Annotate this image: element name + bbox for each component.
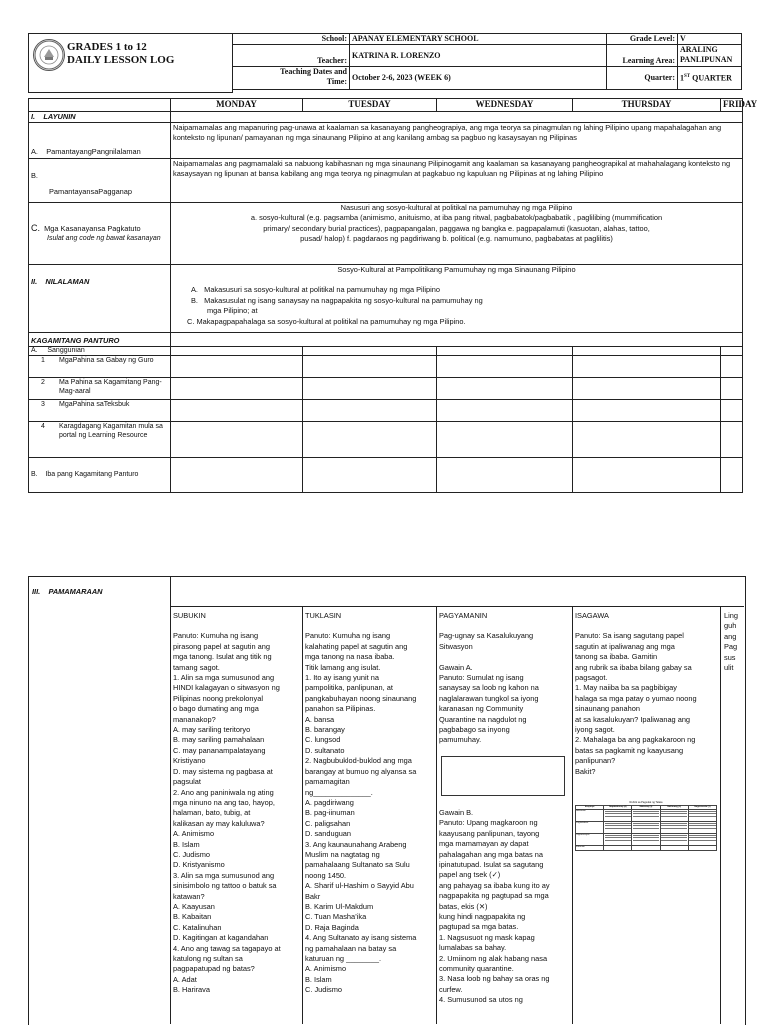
subukin-line: mga ninuno na ang tao, hayop,: [173, 797, 275, 807]
school-value: APANAY ELEMENTARY SCHOOL: [350, 34, 607, 45]
rubric-cell: [688, 834, 716, 846]
subukin-line: pagsulat: [173, 777, 201, 787]
rubric-header-cell: Mahusay (3): [632, 806, 660, 810]
gawain-b-line: nagpapakita ng pagtupad sa mga: [439, 891, 549, 901]
subukin-line: halaman, bato, tubig, at: [173, 808, 251, 818]
area-label: Learning Area:: [607, 45, 678, 67]
friday-line: sus: [724, 652, 736, 662]
rubric-header-cell: Napakahusay (4): [604, 806, 632, 810]
tuklasin-line: D. sultanato: [305, 745, 345, 755]
tuklasin-line: C. lungsod: [305, 735, 341, 745]
subukin-line: A. Adat: [173, 974, 197, 984]
subukin-line: mga tanong. Isulat ang titik ng: [173, 652, 272, 662]
gawain-b-content: [439, 808, 571, 1006]
isagawa-line: ang rubrik sa ibaba bilang gabay sa: [575, 662, 692, 672]
tuklasin-line: panahon sa Pilipinas.: [305, 704, 376, 714]
rubric-cell: [604, 834, 632, 846]
gawain-a-line: pagbabago sa inyong: [439, 725, 510, 735]
isagawa-line: Bakit?: [575, 766, 596, 776]
subukin-line: pirasong papel at sagutin ang: [173, 641, 270, 651]
teksbuk-row: 3 MgaPahina saTeksbuk: [29, 400, 171, 422]
tuklasin-line: B. pag-iinuman: [305, 808, 355, 818]
logo-title-line2: DAILY LESSON LOG: [67, 54, 175, 66]
days-header-row: [29, 99, 743, 112]
rubric-row: [576, 810, 717, 822]
gawain-b-line: kaayusang panlipunan, tayong: [439, 828, 540, 838]
day-wednesday: WEDNESDAY: [437, 99, 573, 112]
subukin-line: C. Judismo: [173, 849, 210, 859]
rubric-cell: [604, 810, 632, 822]
rubric-cell: [604, 846, 632, 851]
subukin-line: A. may sariling teritoryo: [173, 725, 251, 735]
gawain-a-line: Gawain A.: [439, 662, 473, 672]
subukin-line: B. Kabaitan: [173, 912, 212, 922]
tuklasin-line: B. barangay: [305, 725, 345, 735]
tuklasin-line: A. Animismo: [305, 964, 347, 974]
gawain-b-line: kung hindi nagpapakita ng: [439, 911, 526, 921]
gawain-a-line: pamumuhay.: [439, 735, 482, 745]
rubric-criterion: Organisasyon: [576, 834, 604, 846]
gawain-b-line: Panuto: Upang magkaroon ng: [439, 818, 538, 828]
logo-block: [28, 33, 233, 93]
subukin-line: sinisimbolo ng tattoo o batuk sa: [173, 881, 277, 891]
subukin-line: kalikasan ay may kaluluwa?: [173, 818, 265, 828]
friday-line: guh: [724, 621, 737, 631]
tuklasin-line: A. Sharif ul-Hashim o Sayyid Abu: [305, 881, 414, 891]
gawain-b-line: mga mamamayan ay dapat: [439, 839, 529, 849]
subukin-line: B. Harirava: [173, 985, 210, 995]
pagyamanin-heading: PAGYAMANIN: [439, 611, 488, 620]
tuklasin-line: Panuto: Kumuha ng isang: [305, 631, 391, 641]
subukin-line: mananakop?: [173, 714, 216, 724]
rubric-row: [576, 834, 717, 846]
friday-line: ang: [724, 631, 737, 641]
subukin-line: tamang sagot.: [173, 662, 220, 672]
isagawa-line: sinaunang panahon: [575, 704, 640, 714]
tuklasin-line: ng pamahalaan na batay sa: [305, 943, 397, 953]
gawain-b-line: 2. Umiinom ng alak habang nasa: [439, 953, 548, 963]
rubric-criterion: Nilalaman: [576, 810, 604, 822]
tuklasin-line: pampolitika, panlipunan, at: [305, 683, 393, 693]
gawain-a-line: Panuto: Sumulat ng isang: [439, 673, 524, 683]
gawain-b-line: lumalabas sa bahay.: [439, 943, 507, 953]
rubric-header-cell: Nagsisimula (1): [688, 806, 716, 810]
school-label: School:: [233, 34, 350, 45]
gawain-b-line: pahalagahan ang mga batas na: [439, 849, 543, 859]
rubric-criterion: Pagkakabuo: [576, 822, 604, 834]
subukin-heading: SUBUKIN: [173, 611, 206, 620]
gawain-a-line: naglalarawan tungkol sa iyong: [439, 693, 539, 703]
gabay-ng-guro-row: 1 MgaPahina sa Gabay ng Guro: [29, 356, 171, 378]
rubric-cell: [632, 810, 660, 822]
kagamitan-heading: KAGAMITANG PANTURO: [29, 333, 171, 347]
subukin-line: D. may sistema ng pagbasa at: [173, 766, 273, 776]
tuklasin-line: mga tanong na nasa ibaba.: [305, 652, 395, 662]
isagawa-heading: ISAGAWA: [575, 611, 609, 620]
subukin-line: Panuto: Kumuha ng isang: [173, 631, 259, 641]
tuklasin-line: A. pagdiriwang: [305, 797, 354, 807]
gawain-a-line: Sitwasyon: [439, 641, 473, 651]
rubric-cell: [660, 822, 688, 834]
tuklasin-heading: TUKLASIN: [305, 611, 342, 620]
tuklasin-line: Muslim na nagtatag ng: [305, 849, 380, 859]
gawain-a-content: [439, 631, 571, 745]
subukin-line: pagpapatupad ng batas?: [173, 964, 255, 974]
subukin-line: D. Kagitingan at kagandahan: [173, 933, 269, 943]
rubric-table: [575, 805, 717, 851]
rubric-title: Rubrik sa Pagsulat ng Talata: [629, 801, 663, 805]
lesson-log-table: [28, 98, 758, 493]
teacher-value: KATRINA R. LORENZO: [350, 45, 607, 67]
tuklasin-line: ng______________.: [305, 787, 373, 797]
subukin-line: A. Animismo: [173, 829, 215, 839]
isagawa-line: Panuto: Sa isang sagutang papel: [575, 631, 684, 641]
gawain-b-line: pagtupad sa mga batas.: [439, 922, 519, 932]
logo-title-line1: GRADES 1 to 12: [67, 41, 147, 53]
iba-pang-kagamitan-label: B. Iba pang Kagamitang Panturo: [29, 458, 171, 493]
subukin-line: 1. Alin sa mga sumusunod ang: [173, 673, 275, 683]
subukin-line: katawan?: [173, 891, 205, 901]
isagawa-content: [575, 631, 719, 777]
rubric-cell: [604, 822, 632, 834]
subukin-line: D. Kristyanismo: [173, 860, 225, 870]
area-value: ARALING PANLIPUNAN: [678, 45, 742, 67]
pagyamanin-column: [439, 611, 571, 1006]
tuklasin-line: 1. Ito ay isang yunit na: [305, 673, 379, 683]
subukin-line: o bago dumating ang mga: [173, 704, 259, 714]
friday-line: Pag: [724, 642, 738, 652]
tuklasin-line: 3. Ang kaunaunahang Arabeng: [305, 839, 407, 849]
rubric-cell: [632, 822, 660, 834]
subukin-line: HINDI kalagayan o sitwasyon ng: [173, 683, 280, 693]
gawain-a-line: Pag-ugnay sa Kasalukuyang: [439, 631, 534, 641]
rubric-header-cell: Kraytirya: [576, 806, 604, 810]
tuklasin-line: pamahalaang Sultanato sa Sulu: [305, 860, 410, 870]
pamamaraan-heading: III. PAMAMARAAN: [32, 587, 103, 596]
subukin-line: C. may pananampalatayang: [173, 745, 266, 755]
subukin-column: [173, 611, 301, 996]
grade-label: Grade Level:: [607, 34, 678, 45]
isagawa-line: pagsagot.: [575, 673, 608, 683]
tuklasin-line: C. paligsahan: [305, 818, 351, 828]
tuklasin-line: A. bansa: [305, 714, 335, 724]
pamantayang-pangnilalaman-text: Naipamamalas ang mapanuring pag-unawa at kaalaman sa kasanayang pangheograpiya, ang mga teorya sa pinagmulan ng lahing Pilipino upang mapahalagahan ang konteksto ng lipunan/ pamayanan ng mga sinaunang Pilipino at ang kanilang ambag sa pagbuo ng kasaysayan ng Pilipinas: [171, 123, 743, 159]
tuklasin-line: D. Raja Baginda: [305, 922, 359, 932]
layunin-heading: I. LAYUNIN: [29, 112, 171, 123]
rubric-criterion: Kabuuan: [576, 846, 604, 851]
rubric-cell: [688, 822, 716, 834]
subukin-content: [173, 631, 301, 995]
isagawa-line: 1. May naiiba ba sa pagbibigay: [575, 683, 677, 693]
tuklasin-content: [305, 631, 435, 995]
gawain-a-line: karanasan ng Community: [439, 704, 524, 714]
gawain-a-line: Quarantine na nagdulot ng: [439, 714, 527, 724]
subukin-line: C. Katalinuhan: [173, 922, 222, 932]
tuklasin-line: D. sanduguan: [305, 829, 352, 839]
friday-line: ulit: [724, 663, 734, 673]
tuklasin-line: 2. Nagbubuklod-buklod ang mga: [305, 756, 412, 766]
isagawa-line: halaga sa mga patay o yumao noong: [575, 693, 697, 703]
friday-line: Ling: [724, 611, 738, 620]
grade-value: V: [678, 34, 742, 45]
day-thursday: THURSDAY: [573, 99, 721, 112]
gawain-b-line: papel ang tsek (✓): [439, 870, 501, 880]
gawain-b-line: 3. Nasa loob ng bahay sa oras ng: [439, 974, 550, 984]
gawain-a-line: sanaysay sa loob ng kahon na: [439, 683, 539, 693]
kasanayan-label: C. Mga Kasanayansa Pagkatuto Isulat ang code ng bawat kasanayan: [29, 203, 171, 265]
isagawa-line: panlipunan?: [575, 756, 616, 766]
tuklasin-line: pangkabuhayan noong sinaunang: [305, 693, 417, 703]
rubric-header-cell: Nalilinang (2): [660, 806, 688, 810]
subukin-line: Kristiyano: [173, 756, 206, 766]
header-info-table: [232, 33, 742, 90]
gawain-a-line: [439, 652, 571, 662]
tuklasin-line: kalahating papel at sagutin ang: [305, 641, 408, 651]
tuklasin-line: noong 1450.: [305, 870, 347, 880]
nilalaman-text: Sosyo-Kultural at Pampolitikang Pamumuhay ng mga Sinaunang Pilipino A. Makasusuri sa sosyo-kultural at politikal na pamumuhay ng mga Pilipino B. Makasusulat ng isang sanaysay na nagpapakita ng sosyo-kultural na pamumuhay ng mga Pilipino; at C. Makapagpapahalaga sa sosyo-kultural at politikal na pamumuhay ng mga Pilipino.: [171, 265, 743, 333]
isagawa-line: iyong sagot.: [575, 725, 615, 735]
sanggunian-label: A. Sanggunian: [29, 347, 171, 356]
friday-column: [724, 611, 744, 673]
learning-resource-row: 4 Karagdagang Kagamitan mula sa portal ng Learning Resource: [29, 422, 171, 458]
tuklasin-column: [305, 611, 435, 996]
isagawa-line: batas sa pagkamit ng kaayusang: [575, 745, 684, 755]
rubric: [575, 801, 717, 851]
subukin-line: 2. Ano ang paniniwala ng ating: [173, 787, 274, 797]
kagamitang-pang-mag-aaral-row: 2 Ma Pahina sa Kagamitang Pang-Mag-aaral: [29, 378, 171, 400]
subukin-line: Pilipinas noong prekolonyal: [173, 693, 263, 703]
isagawa-line: tanong sa ibaba. Gamitin: [575, 652, 658, 662]
quarter-label: Quarter:: [607, 67, 678, 90]
tuklasin-line: barangay at bumuo ng alyansa sa: [305, 766, 417, 776]
quarter-value: 1ST QUARTER: [678, 67, 742, 90]
tuklasin-line: 4. Ang Sultanato ay isang sistema: [305, 933, 417, 943]
kasanayan-text: Nasusuri ang sosyo-kultural at politikal na pamumuhay ng mga Pilipino a. sosyo-kultural (e.g. pagsamba (animismo, anituismo, at iba pang ritwal, pagbabatok/pagbabatik , paglilibing (mummification primary/ secondary burial practices), pagpapangalan, paggawa ng bangka e. pagpapalamuti (kasuotan, alahas, tattoo, pusad/ halop) f. pagdaraos ng pagdiriwang b. political (e.g. namumuno, pagbabatas at paglilitis): [171, 203, 743, 265]
teacher-label: Teacher:: [233, 45, 350, 67]
subukin-line: 3. Alin sa mga sumusunod ang: [173, 870, 275, 880]
subukin-line: 4. Ano ang tawag sa tagapayo at: [173, 943, 281, 953]
gawain-b-line: ipinatutupad. Isulat sa sagutang: [439, 859, 544, 869]
pamantayan-sa-pagganap-label: B. PamantayansaPagganap: [29, 159, 171, 203]
pamantayang-pangnilalaman-label: A. PamantayangPangnilalaman: [29, 123, 171, 159]
pamamaraan-section: [28, 576, 746, 1036]
isagawa-column: [575, 611, 719, 851]
rubric-cell: [632, 846, 660, 851]
rubric-cell: [632, 834, 660, 846]
isagawa-line: at sa kasalukuyan? Ipaliwanag ang: [575, 714, 691, 724]
rubric-cell: [660, 810, 688, 822]
gawain-b-line: community quarantine.: [439, 963, 514, 973]
deped-seal-icon: [33, 39, 65, 71]
day-tuesday: TUESDAY: [303, 99, 437, 112]
gawain-b-line: curfew.: [439, 984, 463, 994]
tuklasin-line: C. Tuan Masha’ika: [305, 912, 367, 922]
dates-label: Teaching Dates and Time:: [233, 67, 350, 90]
gawain-b-line: 1. Nagsusuot ng mask kapag: [439, 932, 535, 942]
rubric-cell: [660, 846, 688, 851]
tuklasin-line: C. Judismo: [305, 985, 342, 995]
rubric-row: [576, 822, 717, 834]
day-monday: MONDAY: [171, 99, 303, 112]
subukin-line: B. may sariling pamahalaan: [173, 735, 265, 745]
tuklasin-line: B. Islam: [305, 974, 332, 984]
tuklasin-line: B. Karim Ul-Makdum: [305, 901, 374, 911]
dates-value: October 2-6, 2023 (WEEK 6): [350, 67, 607, 90]
gawain-b-line: batas, ekis (✕): [439, 901, 488, 911]
rubric-cell: [660, 834, 688, 846]
gawain-b-line: 4. Sumusunod sa utos ng: [439, 995, 523, 1005]
sanaysay-box[interactable]: [441, 756, 565, 796]
pamantayan-sa-pagganap-text: Naipamamalas ang pagmamalaki sa nabuong kabihasnan ng mga sinaunang Pilipinogamit ang kaalaman sa kasanayang pangheograpikal at mahahalagang konteksto ng kasaysayan ng lipunan at bansa kabilang ang mga teorya ng pinagmulan at pagkabuo ng kapuluan ng Pilipinas at ng lahing Pilipino: [171, 159, 743, 203]
gawain-b-line: Gawain B.: [439, 807, 474, 817]
subukin-line: B. Islam: [173, 839, 200, 849]
tuklasin-line: pamamagitan: [305, 777, 350, 787]
gawain-b-line: ang pahayag sa ibaba kung ito ay: [439, 880, 550, 890]
isagawa-line: 2. Mahalaga ba ang pagkakaroon ng: [575, 735, 696, 745]
tuklasin-line: katuruan ng ________.: [305, 954, 382, 963]
rubric-cell: [688, 846, 716, 851]
subukin-line: katulong ng sultan sa: [173, 954, 243, 963]
subukin-line: A. Kaayusan: [173, 901, 215, 911]
day-friday: FRIDAY: [721, 99, 743, 112]
tuklasin-line: Titik lamang ang isulat.: [305, 662, 381, 672]
rubric-row: [576, 846, 717, 851]
rubric-cell: [688, 810, 716, 822]
isagawa-line: sagutin at ipaliwanag ang mga: [575, 641, 675, 651]
tuklasin-line: Bakr: [305, 891, 321, 901]
nilalaman-heading: II. NILALAMAN: [29, 265, 171, 333]
